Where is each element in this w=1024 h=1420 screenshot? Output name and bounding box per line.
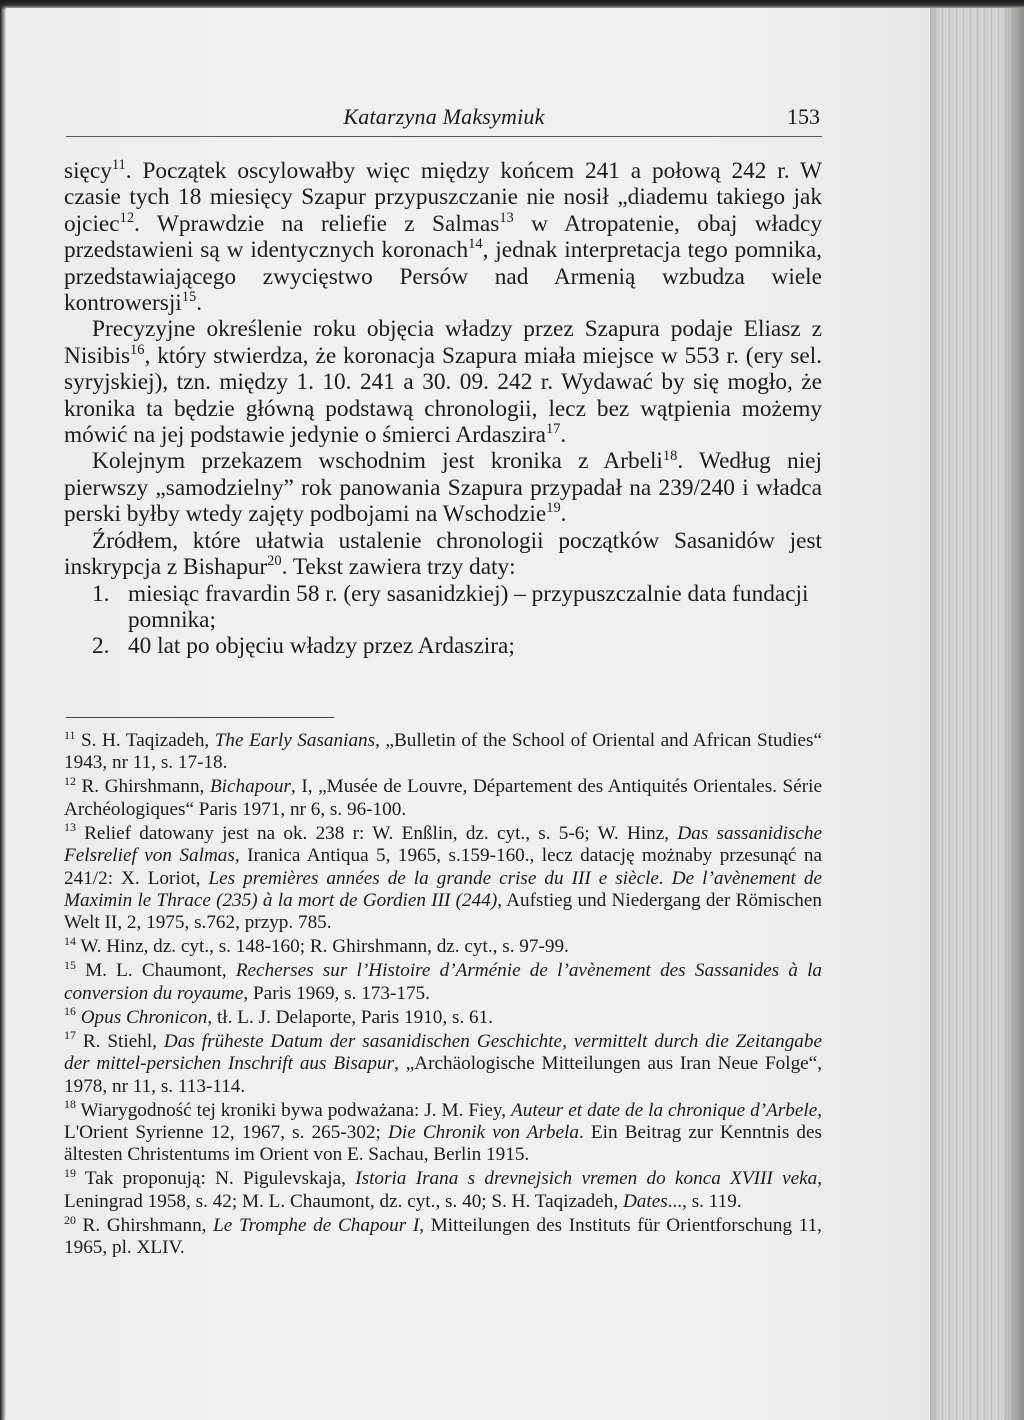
list-text: 40 lat po objęciu władzy przez Ardaszira; [128, 633, 515, 660]
footnote-separator [66, 717, 334, 718]
footnote-11: $^{11}$ S. H. Taqizadeh, The Early Sasanians, „Bulletin of the School of Oriental and African Studies“ 1943, nr 11, s. 17-18. [64, 727, 822, 774]
footnote-18: $^{18}$ Wiarygodność tej kroniki bywa podważana: J. M. Fiey, Auteur et date de la chronique d’Arbele, L'Orient Syrienne 12, 1967, s. 265-302; Die Chronik von Arbela. Ein Beitrag zur Kenntnis des ältesten Christentums im Orient von E. Sachau, Berlin 1915. [64, 1097, 823, 1166]
paragraph-1: sięcy$^{11}$. Początek oscylowałby więc między końcem 241 a połową 242 r. W czasie tych 18 miesięcy Szapur przypuszczanie nie nosił „diademu takiego jak ojciec$^{12}$. Wprawdzie na reliefie z Salmas$^{13}$ w Atropatenie, obaj władcy przedstawieni są w identycznych koronach$^{14}$, jednak interpretacja tego pomnika, przedstawiającego zwycięstwo Persów nad Armenią wzbudza wiele kontrowersji$^{15}$. [64, 157, 823, 317]
list-item [64, 581, 822, 634]
footnote-ref: 15 [181, 289, 197, 306]
footnote-ref: 12 [119, 209, 135, 226]
footnote-ref: 13 [499, 209, 514, 226]
footnote-19: $^{19}$ Tak proponują: N. Pigulevskaja, Istoria Irana s drevnejsich vremen do konca XVIII veka, Leningrad 1958, s. 42; M. L. Chaumont, dz. cyt., s. 40; S. H. Taqizadeh, Dates..., s. 119. [64, 1166, 823, 1212]
footnote-ref: 17 [545, 421, 561, 438]
footnote-14: $^{14}$ W. Hinz, dz. cyt., s. 148-160; R. Ghirshmann, dz. cyt., s. 97-99. [64, 934, 569, 958]
paragraph-2: Precyzyjne określenie roku objęcia władzy przez Szapura podaje Eliasz z Nisibis$^{16}$, który stwierdza, że koronacja Szapura miała miejsce w 553 r. (ery sel. syryjskiej), tzn. między 1. 10. 241 a 30. 09. 242 r. Wydawać by się mogło, że kronika ta będzie główną podstawą chronologii, lecz bez wątpienia możemy mówić na jej podstawie jedynie o śmierci Ardaszira$^{17}$. [64, 316, 822, 449]
list-item [64, 633, 822, 659]
footnote-ref: 18 [662, 447, 678, 464]
footnotes [64, 727, 823, 1261]
footnote-17: $^{17}$ R. Stiehl, Das früheste Datum der sasanidischen Geschichte, vermittelt durch die Zeitangabe der mittel-persichen Inschrift aus Bisapur, „Archäologische Mitteilungen aus Iran Neue Folge“, 1978, nr 11, s. 113-114. [64, 1028, 823, 1097]
footnote-15: $^{15}$ M. L. Chaumont, Recherses sur l’Histoire d’Arménie de l’avènement des Sassanides à la conversion du royaume, Paris 1969, s. 173-175. [64, 958, 822, 1004]
list-number: 1. [92, 580, 110, 607]
running-head: Katarzyna Maksymiuk [343, 104, 545, 129]
page-number: 153 [787, 104, 820, 129]
footnote-ref: 16 [130, 341, 145, 358]
footnote-ref: 11 [111, 157, 126, 174]
book-page-stack-edge [930, 8, 1024, 1420]
footnote-ref: 14 [468, 236, 483, 253]
paragraph-4: Źródłem, które ułatwia ustalenie chronologii początków Sasanidów jest inskrypcja z Bishapur$^{20}$. Tekst zawiera trzy daty: [64, 527, 822, 581]
paragraph-3: Kolejnym przekazem wschodnim jest kronika z Arbeli$^{18}$. Według niej pierwszy „samodzielny” rok panowania Szapura przypadał na 239/240 i władca perski byłby wtedy zajęty podbojami na Wschodzie$^{19}$. [64, 447, 822, 528]
list-number: 2. [92, 633, 110, 660]
header-rule [66, 136, 822, 137]
footnote-13: $^{13}$ Relief datowany jest na ok. 238 r: W. Enßlin, dz. cyt., s. 5-6; W. Hinz, Das sassanidische Felsrelief von Salmas, Iranica Antiqua 5, 1965, s.159-160., lecz datację możnaby przesunąć na 241/2: X. Loriot, Les premières années de la grande crise du III e siècle. De l’avènement de Maximin le Thrace (235) à la mort de Gordien III (244), Aufstieg und Niedergang der Römischen Welt II, 2, 1975, s.762, przyp. 785. [64, 820, 823, 934]
footnote-ref: 20 [267, 553, 282, 570]
footnote-12: $^{12}$ R. Ghirshmann, Bichapour, I, „Musée de Louvre, Département des Antiquités Orientales. Série Archéologiques“ Paris 1971, nr 6, s. 96-100. [64, 774, 822, 820]
body-text [64, 158, 822, 660]
page-header [68, 102, 820, 132]
footnote-20: $^{20}$ R. Ghirshmann, Le Tromphe de Chapour I, Mitteilungen des Instituts für Orientforschung 11, 1965, pl. XLIV. [64, 1212, 822, 1259]
list-text: miesiąc fravardin 58 r. (ery sasanidzkiej) – przypuszczalnie data fundacji pomnika; [128, 580, 809, 633]
footnote-ref: 19 [546, 500, 561, 517]
footnote-16: $^{16}$ Opus Chronicon, tł. L. J. Delaporte, Paris 1910, s. 61. [64, 1004, 494, 1028]
